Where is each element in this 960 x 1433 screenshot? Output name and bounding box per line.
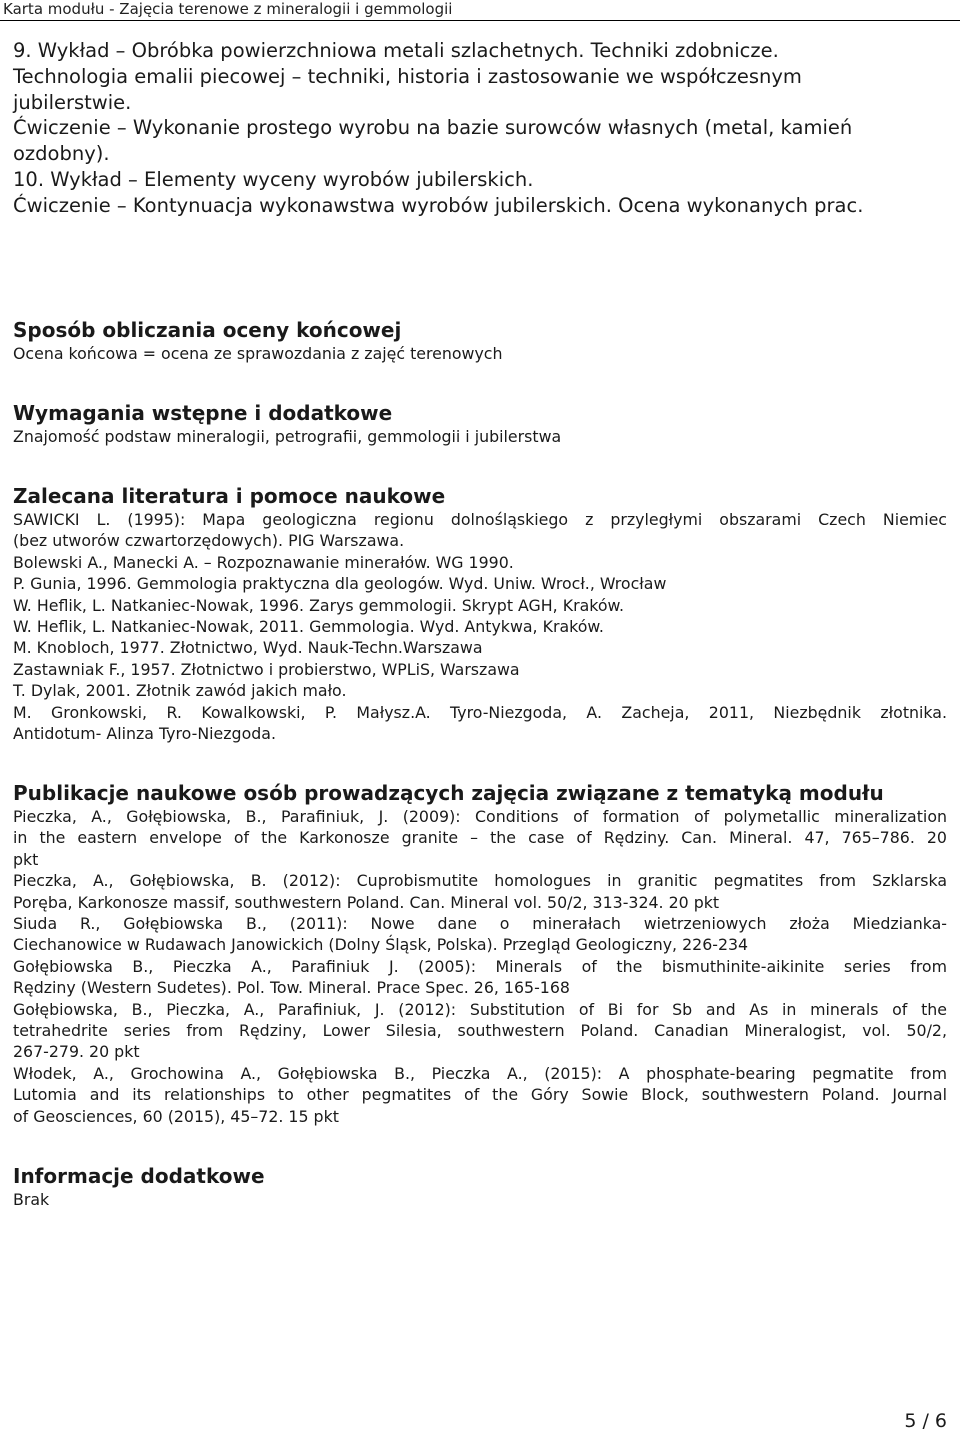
publication-line: Pieczka, A., Gołębiowska, B., Parafiniuk, J. (2009): Conditions of formation of polymetallic mineralization <box>13 807 947 826</box>
publication-line: of Geosciences, 60 (2015), 45–72. 15 pkt <box>13 1106 339 1126</box>
publication-line: pkt <box>13 849 39 869</box>
literature-line: Zastawniak F., 1957. Złotnictwo i probierstwo, WPLiS, Warszawa <box>13 659 520 679</box>
page-header-title: Karta modułu - Zajęcia terenowe z mineralogii i gemmologii <box>3 0 453 18</box>
publication-line: in the eastern envelope of the Karkonosze granite – the case of Rędziny. Can. Mineral. 47, 765–786. 20 <box>13 828 947 848</box>
requirements-section <box>13 400 947 447</box>
additional-info-heading: Informacje dodatkowe <box>13 1164 265 1188</box>
program-line: Ćwiczenie – Kontynuacja wykonawstwa wyrobów jubilerskich. Ocena wykonanych prac. <box>13 193 864 217</box>
program-line: ozdobny). <box>13 142 110 166</box>
grading-section <box>13 317 947 364</box>
additional-info-text: Brak <box>13 1190 50 1209</box>
literature-section <box>13 483 947 744</box>
literature-line: M. Knobloch, 1977. Złotnictwo, Wyd. Nauk-Techn.Warszawa <box>13 638 483 658</box>
page-number: 5 / 6 <box>904 1410 947 1432</box>
publication-line: Gołębiowska, B., Pieczka, A., Parafiniuk, J. (2012): Substitution of Bi for Sb and As in minerals of the <box>13 999 947 1019</box>
publication-line: 267-279. 20 pkt <box>13 1042 140 1062</box>
publication-line: Włodek, A., Grochowina A., Gołębiowska B., Pieczka A., (2015): A phosphate-bearing pegmatite from <box>13 1063 947 1083</box>
publication-line: Pieczka, A., Gołębiowska, B. (2012): Cuprobismutite homologues in granitic pegmatites from Szklarska <box>13 871 947 891</box>
publication-line: Lutomia and its relationships to other pegmatites of the Góry Sowie Block, southwestern Poland. Journal <box>13 1085 947 1105</box>
literature-line: W. Heflik, L. Natkaniec-Nowak, 2011. Gemmologia. Wyd. Antykwa, Kraków. <box>13 617 604 637</box>
literature-line: M. Gronkowski, R. Kowalkowski, P. Małysz.A. Tyro-Niezgoda, A. Zacheja, 2011, Niezbędnik złotnika. <box>13 702 947 722</box>
publications-heading: Publikacje naukowe osób prowadzących zajęcia związane z tematyką modułu <box>13 781 884 805</box>
requirements-text: Znajomość podstaw mineralogii, petrografii, gemmologii i jubilerstwa <box>13 427 562 446</box>
literature-line: P. Gunia, 1996. Gemmologia praktyczna dla geologów. Wyd. Uniw. Wrocł., Wrocław <box>13 574 667 594</box>
program-line: Technologia emalii piecowej – techniki, historia i zastosowanie we współczesnym <box>13 64 802 88</box>
grading-text: Ocena końcowa = ocena ze sprawozdania z zajęć terenowych <box>13 344 503 363</box>
publication-line: Poręba, Karkonosze massif, southwestern Poland. Can. Mineral vol. 50/2, 313-324. 20 pkt <box>13 892 720 912</box>
literature-line: Bolewski A., Manecki A. – Rozpoznawanie minerałów. WG 1990. <box>13 552 514 572</box>
literature-heading: Zalecana literatura i pomoce naukowe <box>13 484 446 508</box>
program-line: 9. Wykład – Obróbka powierzchniowa metali szlachetnych. Techniki zdobnicze. <box>13 39 779 62</box>
page-header <box>0 0 960 21</box>
additional-info-section <box>13 1163 947 1210</box>
publication-line: tetrahedrite series from Rędziny, Lower Silesia, southwestern Poland. Canadian Mineralogist, vol. 50/2, <box>13 1021 947 1041</box>
program-line: 10. Wykład – Elementy wyceny wyrobów jubilerskich. <box>13 167 534 191</box>
literature-line: (bez utworów czwartorzędowych). PIG Warszawa. <box>13 531 405 551</box>
program-line: jubilerstwie. <box>13 90 132 114</box>
publication-line: Siuda R., Gołębiowska B., (2011): Nowe dane o minerałach wietrzeniowych złoża Miedzianka- <box>13 914 947 934</box>
literature-line: SAWICKI L. (1995): Mapa geologiczna regionu dolnośląskiego z przyległymi obszarami Czech Niemiec <box>13 510 947 529</box>
grading-heading: Sposób obliczania oceny końcowej <box>13 318 402 342</box>
publication-line: Rędziny (Western Sudetes). Pol. Tow. Mineral. Prace Spec. 26, 165-168 <box>13 978 570 998</box>
literature-line: Antidotum- Alinza Tyro-Niezgoda. <box>13 724 276 744</box>
publication-line: Ciechanowice w Rudawach Janowickich (Dolny Śląsk, Polska). Przegląd Geologiczny, 226-234 <box>13 935 749 955</box>
program-line: Ćwiczenie – Wykonanie prostego wyrobu na bazie surowców własnych (metal, kamień <box>13 116 853 140</box>
publications-section <box>13 780 947 1127</box>
program-content <box>13 38 947 219</box>
literature-line: T. Dylak, 2001. Złotnik zawód jakich mało. <box>13 681 347 701</box>
literature-line: W. Heflik, L. Natkaniec-Nowak, 1996. Zarys gemmologii. Skrypt AGH, Kraków. <box>13 595 624 615</box>
publication-line: Gołębiowska B., Pieczka A., Parafiniuk J. (2005): Minerals of the bismuthinite-aikinite series from <box>13 956 947 976</box>
requirements-heading: Wymagania wstępne i dodatkowe <box>13 401 393 425</box>
